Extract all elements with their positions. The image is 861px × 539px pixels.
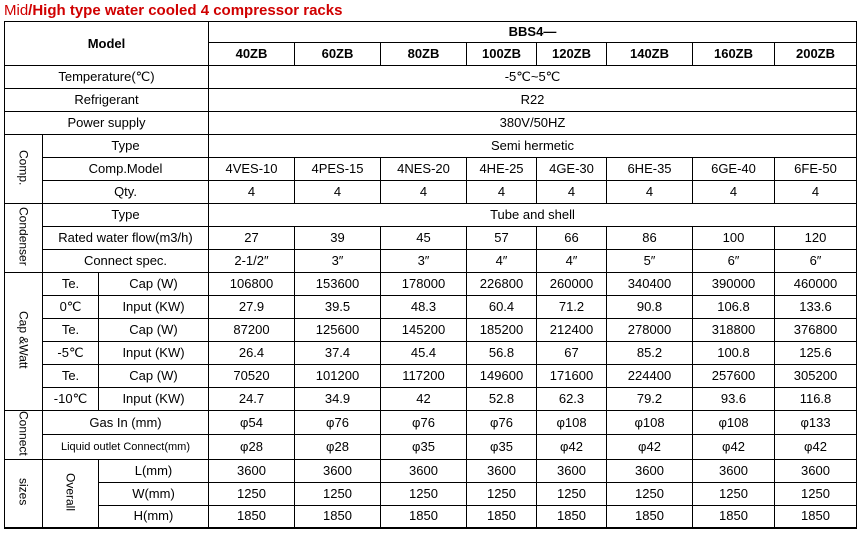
- comp-row: [5, 158, 857, 181]
- value-cell: 34.9: [295, 388, 381, 411]
- series-cell: BBS4—: [209, 22, 857, 43]
- te-temp: 0℃: [43, 296, 99, 319]
- connect-row: [5, 411, 857, 435]
- te-label: Te.: [43, 365, 99, 388]
- group-label-connect: [5, 411, 43, 460]
- value-cell: φ76: [295, 411, 381, 435]
- row-value: -5℃~5℃: [209, 66, 857, 89]
- value-cell: 4: [607, 181, 693, 204]
- value-cell: φ76: [467, 411, 537, 435]
- value-cell: 87200: [209, 319, 295, 342]
- size-row: [5, 505, 857, 528]
- row-label: Power supply: [5, 112, 209, 135]
- group-label-connect-text: Connect: [16, 411, 31, 456]
- te-temp: -10℃: [43, 388, 99, 411]
- value-cell: 376800: [775, 319, 857, 342]
- row-label: Input (KW): [99, 388, 209, 411]
- row-value: Semi hermetic: [209, 135, 857, 158]
- value-cell: 1850: [209, 505, 295, 528]
- value-cell: 1250: [537, 482, 607, 505]
- value-cell: 67: [537, 342, 607, 365]
- value-cell: 60.4: [467, 296, 537, 319]
- value-cell: 3600: [209, 459, 295, 482]
- value-cell: φ35: [381, 435, 467, 459]
- row-label: L(mm): [99, 459, 209, 482]
- value-cell: 3600: [775, 459, 857, 482]
- value-cell: 6HE-35: [607, 158, 693, 181]
- common-row: [5, 66, 857, 89]
- value-cell: 2-1/2″: [209, 250, 295, 273]
- common-row: [5, 89, 857, 112]
- value-cell: 6FE-50: [775, 158, 857, 181]
- value-cell: 185200: [467, 319, 537, 342]
- group-label-condenser: [5, 204, 43, 273]
- value-cell: 4: [693, 181, 775, 204]
- row-label: H(mm): [99, 505, 209, 528]
- condenser-row: [5, 227, 857, 250]
- value-cell: 460000: [775, 273, 857, 296]
- value-cell: 3600: [537, 459, 607, 482]
- value-cell: 45.4: [381, 342, 467, 365]
- value-cell: 86: [607, 227, 693, 250]
- model-header-cell: 120ZB: [537, 43, 607, 66]
- value-cell: 1250: [607, 482, 693, 505]
- model-header-cell: 140ZB: [607, 43, 693, 66]
- input-row: [5, 388, 857, 411]
- input-row: [5, 342, 857, 365]
- cap-row: [5, 273, 857, 296]
- value-cell: 39.5: [295, 296, 381, 319]
- value-cell: 101200: [295, 365, 381, 388]
- value-cell: 4: [467, 181, 537, 204]
- value-cell: 6GE-40: [693, 158, 775, 181]
- value-cell: 171600: [537, 365, 607, 388]
- value-cell: 3600: [607, 459, 693, 482]
- cap-row: [5, 365, 857, 388]
- title-main: /High type water cooled 4 compressor racks: [28, 2, 343, 19]
- value-cell: 4PES-15: [295, 158, 381, 181]
- value-cell: 1850: [467, 505, 537, 528]
- value-cell: φ42: [607, 435, 693, 459]
- value-cell: 71.2: [537, 296, 607, 319]
- value-cell: 1250: [295, 482, 381, 505]
- value-cell: 305200: [775, 365, 857, 388]
- value-cell: φ108: [607, 411, 693, 435]
- value-cell: 70520: [209, 365, 295, 388]
- value-cell: 125.6: [775, 342, 857, 365]
- value-cell: 90.8: [607, 296, 693, 319]
- group-label-sizes-text: sizes: [16, 478, 31, 506]
- connect-row: [5, 435, 857, 459]
- comp-row: [5, 181, 857, 204]
- value-cell: 4″: [537, 250, 607, 273]
- group-label-comp: [5, 135, 43, 204]
- row-label: Temperature(℃): [5, 66, 209, 89]
- row-label: Input (KW): [99, 296, 209, 319]
- value-cell: 260000: [537, 273, 607, 296]
- input-row: [5, 296, 857, 319]
- row-label: Type: [43, 204, 209, 227]
- value-cell: 56.8: [467, 342, 537, 365]
- title-prefix: Mid: [4, 2, 29, 19]
- value-cell: 224400: [607, 365, 693, 388]
- value-cell: φ54: [209, 411, 295, 435]
- value-cell: φ42: [537, 435, 607, 459]
- value-cell: 278000: [607, 319, 693, 342]
- value-cell: 26.4: [209, 342, 295, 365]
- value-cell: φ42: [775, 435, 857, 459]
- row-label: Qty.: [43, 181, 209, 204]
- model-header-cell: 200ZB: [775, 43, 857, 66]
- spec-table: [4, 21, 857, 529]
- value-cell: 1850: [607, 505, 693, 528]
- page-title: [4, 2, 342, 20]
- value-cell: 62.3: [537, 388, 607, 411]
- value-cell: 1250: [381, 482, 467, 505]
- model-header-cell: 160ZB: [693, 43, 775, 66]
- condenser-row: [5, 204, 857, 227]
- value-cell: 100.8: [693, 342, 775, 365]
- value-cell: 106800: [209, 273, 295, 296]
- value-cell: φ108: [537, 411, 607, 435]
- value-cell: 27.9: [209, 296, 295, 319]
- group-label-capwatt: [5, 273, 43, 411]
- model-header-cell: 40ZB: [209, 43, 295, 66]
- value-cell: 4: [209, 181, 295, 204]
- row-label: Comp.Model: [43, 158, 209, 181]
- value-cell: 3″: [295, 250, 381, 273]
- value-cell: 117200: [381, 365, 467, 388]
- value-cell: 3600: [467, 459, 537, 482]
- row-value: R22: [209, 89, 857, 112]
- value-cell: 39: [295, 227, 381, 250]
- header-row: [5, 22, 857, 43]
- value-cell: 226800: [467, 273, 537, 296]
- value-cell: 4VES-10: [209, 158, 295, 181]
- value-cell: 66: [537, 227, 607, 250]
- row-label: Type: [43, 135, 209, 158]
- value-cell: 1250: [693, 482, 775, 505]
- spec-table-body: [5, 22, 857, 529]
- model-header-cell: 100ZB: [467, 43, 537, 66]
- value-cell: 149600: [467, 365, 537, 388]
- value-cell: 3600: [381, 459, 467, 482]
- value-cell: 4: [537, 181, 607, 204]
- value-cell: 42: [381, 388, 467, 411]
- model-header-cell: 60ZB: [295, 43, 381, 66]
- value-cell: 6″: [775, 250, 857, 273]
- row-label: Liquid outlet Connect(mm): [43, 435, 209, 459]
- value-cell: φ108: [693, 411, 775, 435]
- value-cell: 45: [381, 227, 467, 250]
- row-label: Gas In (mm): [43, 411, 209, 435]
- value-cell: 52.8: [467, 388, 537, 411]
- row-value: 380V/50HZ: [209, 112, 857, 135]
- value-cell: 212400: [537, 319, 607, 342]
- value-cell: 37.4: [295, 342, 381, 365]
- value-cell: 1250: [775, 482, 857, 505]
- value-cell: 1250: [209, 482, 295, 505]
- group-label-sizes: [5, 459, 43, 528]
- value-cell: φ35: [467, 435, 537, 459]
- te-label: Te.: [43, 273, 99, 296]
- row-value: Tube and shell: [209, 204, 857, 227]
- value-cell: 145200: [381, 319, 467, 342]
- value-cell: 178000: [381, 273, 467, 296]
- value-cell: 4: [295, 181, 381, 204]
- value-cell: 3″: [381, 250, 467, 273]
- value-cell: 24.7: [209, 388, 295, 411]
- value-cell: φ42: [693, 435, 775, 459]
- group-label-condenser-text: Condenser: [16, 207, 31, 266]
- group-label-capwatt-text: Cap &Watt: [16, 311, 31, 369]
- row-label: Connect spec.: [43, 250, 209, 273]
- row-label: Cap (W): [99, 319, 209, 342]
- value-cell: 4GE-30: [537, 158, 607, 181]
- value-cell: 1850: [295, 505, 381, 528]
- value-cell: 57: [467, 227, 537, 250]
- value-cell: 340400: [607, 273, 693, 296]
- value-cell: 4NES-20: [381, 158, 467, 181]
- te-label: Te.: [43, 319, 99, 342]
- value-cell: 1850: [693, 505, 775, 528]
- row-label: Cap (W): [99, 273, 209, 296]
- row-label: Cap (W): [99, 365, 209, 388]
- value-cell: 106.8: [693, 296, 775, 319]
- value-cell: 27: [209, 227, 295, 250]
- value-cell: 48.3: [381, 296, 467, 319]
- value-cell: 1850: [381, 505, 467, 528]
- cap-row: [5, 319, 857, 342]
- group-label-comp-text: Comp.: [16, 149, 31, 186]
- size-row: [5, 459, 857, 482]
- value-cell: 116.8: [775, 388, 857, 411]
- row-label: Input (KW): [99, 342, 209, 365]
- value-cell: 79.2: [607, 388, 693, 411]
- value-cell: φ28: [209, 435, 295, 459]
- condenser-row: [5, 250, 857, 273]
- value-cell: 133.6: [775, 296, 857, 319]
- value-cell: 3600: [295, 459, 381, 482]
- size-row: [5, 482, 857, 505]
- group-label-overall: [43, 459, 99, 528]
- value-cell: 4: [381, 181, 467, 204]
- value-cell: 3600: [693, 459, 775, 482]
- value-cell: 6″: [693, 250, 775, 273]
- row-label: W(mm): [99, 482, 209, 505]
- value-cell: 85.2: [607, 342, 693, 365]
- value-cell: 5″: [607, 250, 693, 273]
- value-cell: 4″: [467, 250, 537, 273]
- model-label-cell: Model: [5, 22, 209, 66]
- value-cell: φ76: [381, 411, 467, 435]
- value-cell: φ28: [295, 435, 381, 459]
- group-label-overall-text: Overall: [63, 472, 78, 511]
- value-cell: 153600: [295, 273, 381, 296]
- value-cell: 120: [775, 227, 857, 250]
- value-cell: 125600: [295, 319, 381, 342]
- value-cell: 4HE-25: [467, 158, 537, 181]
- value-cell: 1850: [775, 505, 857, 528]
- row-label: Rated water flow(m3/h): [43, 227, 209, 250]
- value-cell: 1850: [537, 505, 607, 528]
- value-cell: 100: [693, 227, 775, 250]
- value-cell: 1250: [467, 482, 537, 505]
- value-cell: φ133: [775, 411, 857, 435]
- value-cell: 93.6: [693, 388, 775, 411]
- te-temp: -5℃: [43, 342, 99, 365]
- value-cell: 390000: [693, 273, 775, 296]
- value-cell: 318800: [693, 319, 775, 342]
- row-label: Refrigerant: [5, 89, 209, 112]
- value-cell: 4: [775, 181, 857, 204]
- model-header-cell: 80ZB: [381, 43, 467, 66]
- comp-row: [5, 135, 857, 158]
- value-cell: 257600: [693, 365, 775, 388]
- common-row: [5, 112, 857, 135]
